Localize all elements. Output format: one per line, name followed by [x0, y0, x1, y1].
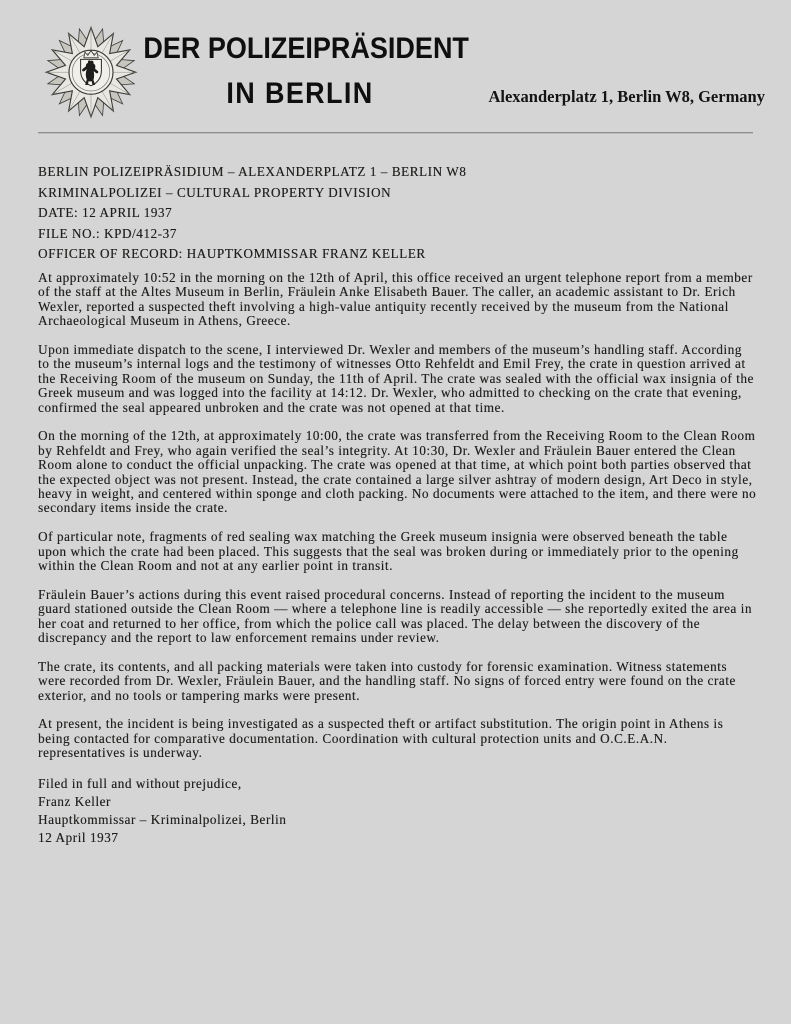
- signature-line-closing: Filed in full and without prejudice,: [38, 776, 242, 792]
- letterhead-title: [126, 34, 474, 109]
- report-meta-line-date: DATE: 12 APRIL 1937: [38, 205, 173, 221]
- report-paragraph-7: At present, the incident is being investigated as a suspected theft or artifact substitution. The origin point in Athens is being contacted for comparative documentation. Coordination with cultural protection units and O.C.E.A.N. representatives is underway.: [38, 716, 724, 761]
- report-paragraph-2: Upon immediate dispatch to the scene, I interviewed Dr. Wexler and members of the museum’s handling staff. According to the museum’s internal logs and the testimony of witnesses Otto Rehfeldt and Emil Frey, the crate in question arrived at the Receiving Room of the museum on Sunday, the 11th of April. The crate was sealed with the official wax insignia of the Greek museum and was logged into the facility at 14:12. Dr. Wexler, who admitted to checking on the crate that evening, confirmed the seal appeared unbroken and the crate was not opened at that time.: [38, 341, 754, 415]
- report-paragraph-6: The crate, its contents, and all packing materials were taken into custody for forensic examination. Witness statements were recorded from Dr. Wexler, Fräulein Bauer, and the handling staff. No signs of forced entry were found on the crate exterior, and no tools or tampering marks were present.: [38, 658, 736, 703]
- report-paragraph-3: On the morning of the 12th, at approximately 10:00, the crate was transferred from the Receiving Room to the Clean Room by Rehfeldt and Frey, who again verified the seal’s integrity. At 10:30, Dr. Wexler and Fräulein Bauer entered the Clean Room alone to conduct the official unpacking. The crate was opened at that time, at which point both parties observed that the expected object was not present. Instead, the crate contained a large silver ashtray of modern design, Art Deco in style, heavy in weight, and centered within sponge and cloth packing. No documents were attached to the item, and there were no secondary items inside the crate.: [38, 428, 757, 516]
- report-meta-line-division: KRIMINALPOLIZEI – CULTURAL PROPERTY DIVISION: [38, 184, 392, 200]
- report-meta-line-file-no: FILE NO.: KPD/412-37: [38, 225, 177, 241]
- report-body: [38, 162, 757, 847]
- report-meta-line-officer: OFFICER OF RECORD: HAUPTKOMMISSAR FRANZ KELLER: [38, 246, 426, 262]
- letterhead-title-line1: DER POLIZEIPRÄSIDENT: [143, 32, 469, 65]
- signature-line-rank: Hauptkommissar – Kriminalpolizei, Berlin: [38, 812, 287, 828]
- berlin-police-star-badge-icon: [43, 18, 139, 128]
- letterhead-address: Alexanderplatz 1, Berlin W8, Germany: [488, 87, 765, 106]
- report-paragraph-5: Fräulein Bauer’s actions during this event raised procedural concerns. Instead of reporting the incident to the museum guard stationed outside the Clean Room — where a telephone line is readily accessible — she reportedly exited the area in her coat and returned to her office, from which the police call was placed. The delay between the discovery of the discrepancy and the report to law enforcement remains under review.: [38, 586, 752, 646]
- report-meta-block: [38, 162, 757, 265]
- report-signature-block: [38, 775, 757, 847]
- signature-line-date: 12 April 1937: [38, 830, 119, 846]
- report-paragraph-1: At approximately 10:52 in the morning on the 12th of April, this office received an urgent telephone report from a member of the staff at the Altes Museum in Berlin, Fräulein Anke Elisabeth Bauer. The caller, an academic assistant to Dr. Erich Wexler, reported a suspected theft involving a high-value antiquity recently received by the museum from the National Archaeological Museum in Athens, Greece.: [38, 269, 753, 329]
- letterhead-divider: [38, 132, 753, 134]
- signature-line-name: Franz Keller: [38, 794, 111, 810]
- report-meta-line-bureau: BERLIN POLIZEIPRÄSIDIUM – ALEXANDERPLATZ 1 – BERLIN W8: [38, 164, 467, 179]
- report-paragraph-4: Of particular note, fragments of red sealing wax matching the Greek museum insignia were observed beneath the table upon which the crate had been placed. This suggests that the seal was broken during or immediately prior to the opening within the Clean Room and not at any earlier point in transit.: [38, 529, 739, 574]
- letterhead-title-line2: IN BERLIN: [226, 77, 374, 110]
